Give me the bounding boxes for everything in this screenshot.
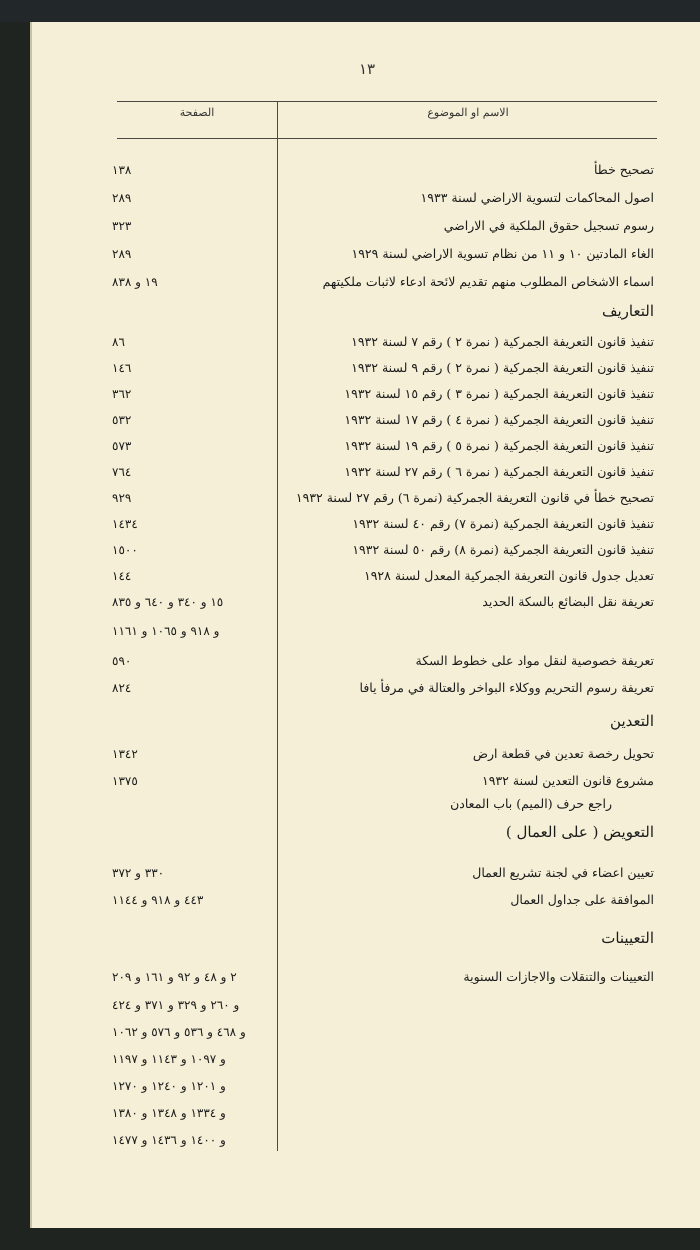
entry-topic: التعيينات والتنقلات والاجازات السنوية (463, 969, 654, 984)
entry-page: ٢٨٩ (112, 191, 132, 205)
entry-page-continued: و ٩١٨ و ١٠٦٥ و ١١٦١ (112, 624, 220, 638)
header-bottom-rule (117, 138, 657, 139)
entry-page: ١٣٨ (112, 163, 132, 177)
entry-topic: تصحيح خطأ (594, 162, 654, 177)
document-page (30, 22, 700, 1228)
entry-topic: تصحيح خطأ في قانون التعريفة الجمركية (نمرة ٦) رقم ٢٧ لسنة ١٩٣٢ (295, 490, 654, 505)
entry-topic: تعديل جدول قانون التعريفة الجمركية المعدل لسنة ١٩٢٨ (364, 568, 654, 583)
entry-page: ١٤٤ (112, 569, 132, 583)
entry-topic: تنفيذ قانون التعريفة الجمركية ( نمرة ٥ ) رقم ١٩ لسنة ١٩٣٢ (344, 438, 654, 453)
entry-page: ٥٣٢ (112, 413, 132, 427)
entry-topic: الغاء المادتين ١٠ و ١١ من نظام تسوية الاراضي لسنة ١٩٢٩ (351, 246, 654, 261)
scan-top-edge (0, 0, 700, 22)
entry-page: ١٤٣٤ (112, 517, 138, 531)
entry-page: ١٣٧٥ (112, 774, 138, 788)
entry-page-continued: و ٤٦٨ و ٥٣٦ و ٥٧٦ و ١٠٦٢ (112, 1025, 246, 1039)
entry-topic: الموافقة على جداول العمال (510, 892, 654, 907)
entry-topic: تحويل رخصة تعدين في قطعة ارض (472, 746, 654, 761)
header-topic: الاسم او الموضوع (427, 106, 509, 119)
entry-page: ١٥٠٠ (112, 543, 138, 557)
entry-topic: تنفيذ قانون التعريفة الجمركية ( نمرة ٢ ) رقم ٩ لسنة ١٩٣٢ (351, 360, 654, 375)
section-heading: التعاريف (601, 302, 654, 320)
entry-page-continued: و ١٢٠١ و ١٢٤٠ و ١٢٧٠ (112, 1079, 226, 1093)
entry-topic: تعريفة نقل البضائع بالسكة الحديد (482, 594, 654, 609)
entry-page: ٤٤٣ و ٩١٨ و ١١٤٤ (112, 893, 204, 907)
entry-page: ١٥ و ٣٤٠ و ٦٤٠ و ٨٣٥ (112, 595, 224, 609)
entry-page: ٩٢٩ (112, 491, 132, 505)
entry-topic: مشروع قانون التعدين لسنة ١٩٣٢ (482, 773, 654, 788)
entry-topic: تعريفة خصوصية لنقل مواد على خطوط السكة (415, 653, 654, 668)
section-heading: التعدين (610, 712, 654, 730)
entry-page-continued: و ١٤٠٠ و ١٤٣٦ و ١٤٧٧ (112, 1133, 226, 1147)
section-heading: التعويض ( على العمال ) (505, 823, 654, 841)
entry-topic: رسوم تسجيل حقوق الملكية في الاراضي (443, 218, 654, 233)
entry-page: ٢٨٩ (112, 247, 132, 261)
entry-page: ٣٦٢ (112, 387, 132, 401)
entry-page: ٨٦ (112, 335, 125, 349)
entry-topic: تنفيذ قانون التعريفة الجمركية ( نمرة ٦ ) رقم ٢٧ لسنة ١٩٣٢ (344, 464, 654, 479)
entry-page: ١٤٦ (112, 361, 132, 375)
entry-topic: تنفيذ قانون التعريفة الجمركية (نمرة ٧) رقم ٤٠ لسنة ١٩٣٢ (352, 516, 654, 531)
entry-topic: تعريفة رسوم التحريم ووكلاء البواخر والعتالة في مرفأ يافا (359, 680, 654, 695)
entry-topic: تنفيذ قانون التعريفة الجمركية ( نمرة ٣ ) رقم ١٥ لسنة ١٩٣٢ (344, 386, 654, 401)
entry-page: ١٩ و ٨٣٨ (112, 275, 158, 289)
header-top-rule (117, 101, 657, 102)
entry-topic: راجع حرف (الميم) باب المعادن (450, 796, 612, 811)
entry-page: ٢ و ٤٨ و ٩٢ و ١٦١ و ٢٠٩ (112, 970, 237, 984)
entry-page-continued: و ٢٦٠ و ٣٢٩ و ٣٧١ و ٤٢٤ (112, 998, 240, 1012)
section-heading: التعيينات (601, 929, 654, 947)
entry-topic: اسماء الاشخاص المطلوب منهم تقديم لائحة ادعاء لاثبات ملكيتهم (322, 274, 654, 289)
entry-topic: اصول المحاكمات لتسوية الاراضي لسنة ١٩٣٣ (420, 190, 654, 205)
entry-page: ٥٧٣ (112, 439, 132, 453)
entry-page-continued: و ١٣٣٤ و ١٣٤٨ و ١٣٨٠ (112, 1106, 226, 1120)
entry-page-continued: و ١٠٩٧ و ١١٤٣ و ١١٩٧ (112, 1052, 226, 1066)
entry-page: ٣٣٠ و ٣٧٢ (112, 866, 165, 880)
entry-topic: تعيين اعضاء في لجنة تشريع العمال (472, 865, 654, 880)
entry-topic: تنفيذ قانون التعريفة الجمركية ( نمرة ٢ ) رقم ٧ لسنة ١٩٣٢ (351, 334, 654, 349)
entry-page: ٣٢٣ (112, 219, 132, 233)
entry-page: ٧٦٤ (112, 465, 132, 479)
entry-page: ٨٢٤ (112, 681, 132, 695)
entry-topic: تنفيذ قانون التعريفة الجمركية ( نمرة ٤ ) رقم ١٧ لسنة ١٩٣٢ (344, 412, 654, 427)
header-page: الصفحة (179, 106, 215, 119)
entry-page: ١٣٤٢ (112, 747, 138, 761)
entry-topic: تنفيذ قانون التعريفة الجمركية (نمرة ٨) رقم ٥٠ لسنة ١٩٣٢ (352, 542, 654, 557)
entry-page: ٥٩٠ (112, 654, 132, 668)
page-number: ١٣ (358, 60, 376, 78)
